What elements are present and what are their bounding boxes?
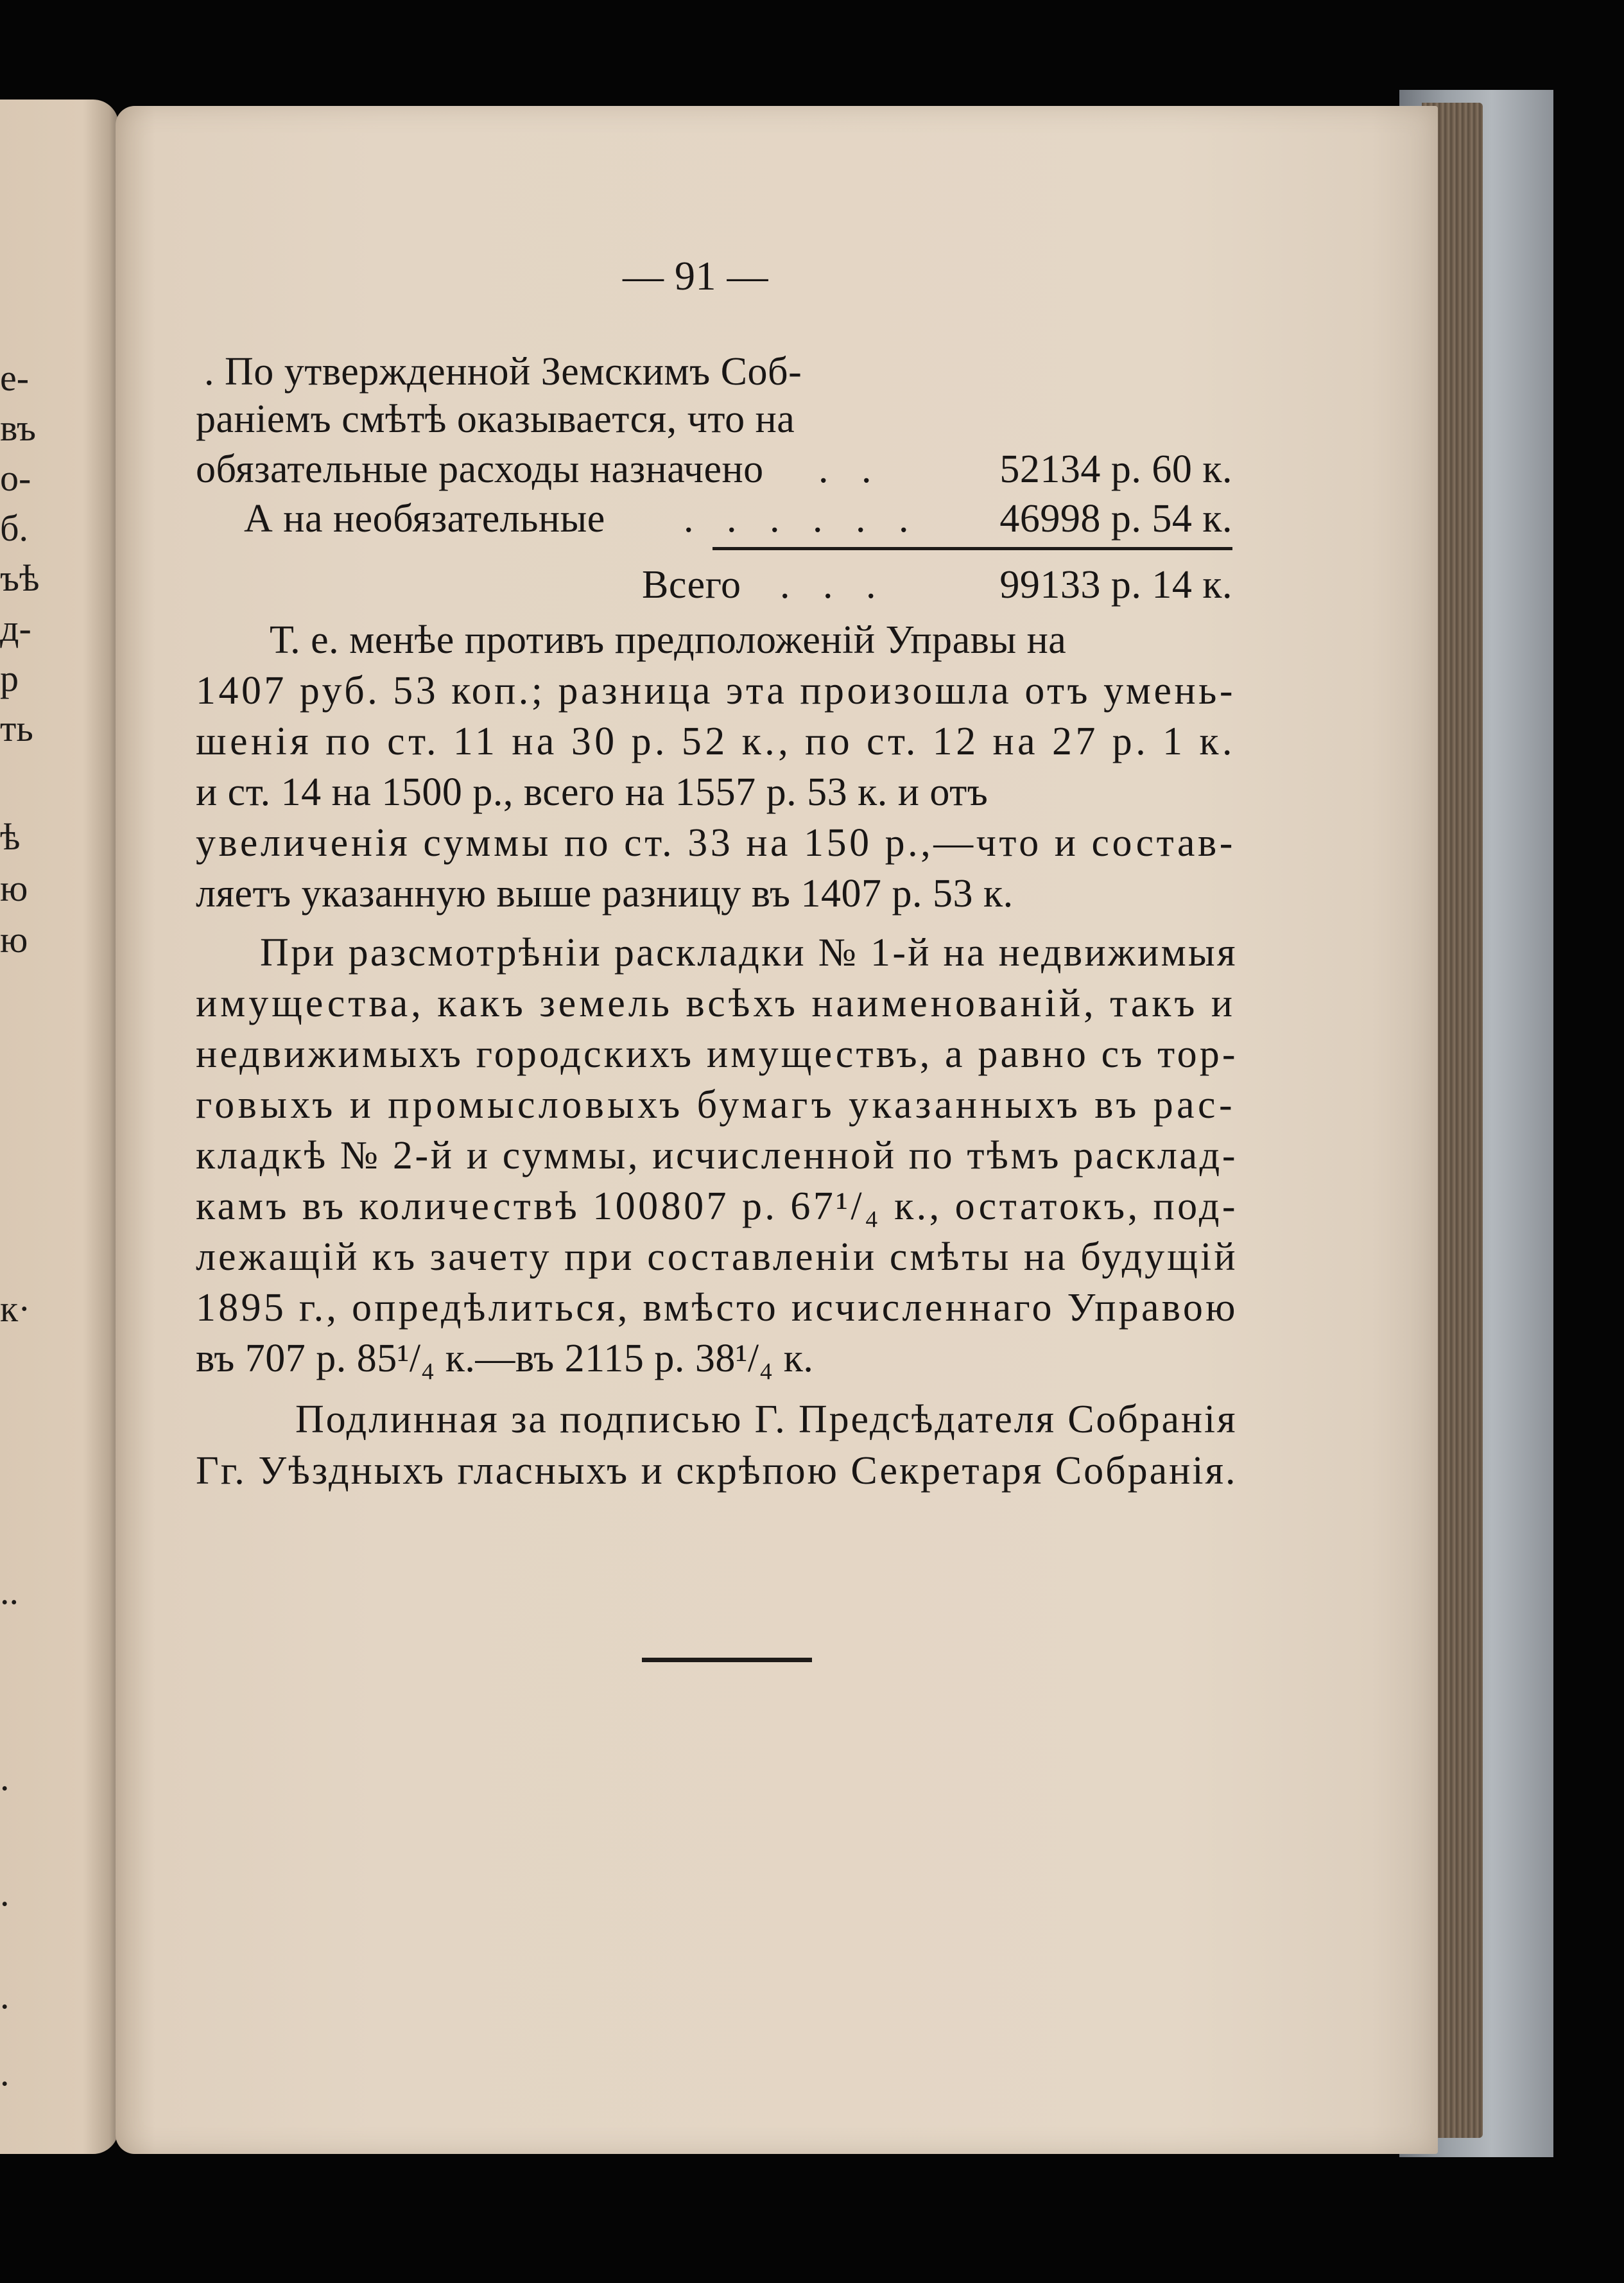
paragraph-line: Гг. Уѣздныхъ гласныхъ и скрѣпою Секретаря Собранія. bbox=[196, 1449, 1238, 1493]
page-number: — 91 — bbox=[623, 253, 768, 299]
paragraph-line: ляетъ указанную выше разницу въ 1407 р. 53 к. bbox=[196, 872, 1014, 916]
previous-page-edge bbox=[0, 100, 119, 2154]
budget-intro-line: . По утвержденной Земскимъ Соб- bbox=[204, 350, 802, 394]
left-page-fragment: р bbox=[0, 657, 19, 699]
paragraph-line: недвижимыхъ городскихъ имуществъ, а равно съ тор- bbox=[196, 1032, 1238, 1076]
mandatory-label: обязательные расходы назначено bbox=[196, 447, 764, 491]
budget-intro-line: раніемъ смѣтѣ оказывается, что на bbox=[196, 397, 795, 441]
paragraph-line: кладкѣ № 2-й и суммы, исчисленной по тѣмъ расклад- bbox=[196, 1134, 1238, 1177]
paragraph-line: камъ въ количествѣ 100807 р. 67¹/₄ к., остатокъ, под- bbox=[196, 1185, 1238, 1228]
optional-label: А на необязательные bbox=[244, 497, 605, 541]
left-page-fragment: въ bbox=[0, 407, 36, 449]
left-page-fragment: ть bbox=[0, 707, 33, 749]
leader-dots: . . . bbox=[780, 563, 888, 607]
optional-amount: 46998 р. 54 к. bbox=[999, 497, 1232, 541]
paragraph-line: При разсмотрѣніи раскладки № 1-й на недвижимыя bbox=[260, 931, 1238, 975]
paragraph-line: шенія по ст. 11 на 30 р. 52 к., по ст. 12 на 27 р. 1 к. bbox=[196, 720, 1236, 763]
paragraph-line: въ 707 р. 85¹/₄ к.—въ 2115 р. 38¹/₄ к. bbox=[196, 1337, 814, 1380]
left-page-fragment: ю bbox=[0, 867, 28, 909]
total-label: Всего bbox=[642, 563, 741, 607]
left-page-fragment: .. bbox=[0, 1570, 19, 1612]
left-page-fragment: ъѣ bbox=[0, 557, 40, 599]
total-amount: 99133 р. 14 к. bbox=[999, 563, 1232, 607]
paragraph-line: и ст. 14 на 1500 р., всего на 1557 р. 53 к. и отъ bbox=[196, 770, 989, 814]
paragraph-line: 1407 руб. 53 коп.; разница эта произошла отъ умень- bbox=[196, 669, 1236, 713]
total-rule bbox=[713, 547, 1232, 550]
paragraph-line: 1895 г., опредѣлиться, вмѣсто исчисленнаго Управою bbox=[196, 1286, 1238, 1330]
paragraph-line: лежащій къ зачету при составленіи смѣты на будущій bbox=[196, 1235, 1238, 1279]
left-page-fragment: б. bbox=[0, 507, 29, 549]
left-page-fragment: . bbox=[0, 1757, 10, 1798]
mandatory-amount: 52134 р. 60 к. bbox=[999, 447, 1232, 491]
leader-dots: . . . . . . bbox=[684, 497, 920, 541]
left-page-fragment: . bbox=[0, 2052, 10, 2094]
paragraph-line: имущества, какъ земель всѣхъ наименованій, такъ и bbox=[196, 982, 1236, 1025]
paragraph-line: Подлинная за подписью Г. Предсѣдателя Собранія bbox=[295, 1398, 1238, 1441]
left-page-fragment: о- bbox=[0, 457, 31, 499]
left-page-fragment: е- bbox=[0, 357, 30, 399]
left-page-fragment: д- bbox=[0, 607, 31, 649]
leader-dots: . . bbox=[818, 447, 883, 491]
paragraph-line: Т. е. менѣе противъ предположеній Управы на bbox=[270, 618, 1067, 662]
left-page-fragment: . bbox=[0, 1975, 10, 2017]
left-page-fragment: . bbox=[0, 1872, 10, 1914]
left-page-fragment: ю bbox=[0, 919, 28, 960]
left-page-fragment: к· bbox=[0, 1288, 31, 1330]
left-page-fragment: ѣ bbox=[0, 816, 21, 858]
paragraph-line: говыхъ и промысловыхъ бумагъ указанныхъ въ рас- bbox=[196, 1083, 1236, 1127]
paragraph-line: увеличенія суммы по ст. 33 на 150 р.,—что и состав- bbox=[196, 821, 1236, 865]
closing-rule bbox=[642, 1658, 812, 1662]
